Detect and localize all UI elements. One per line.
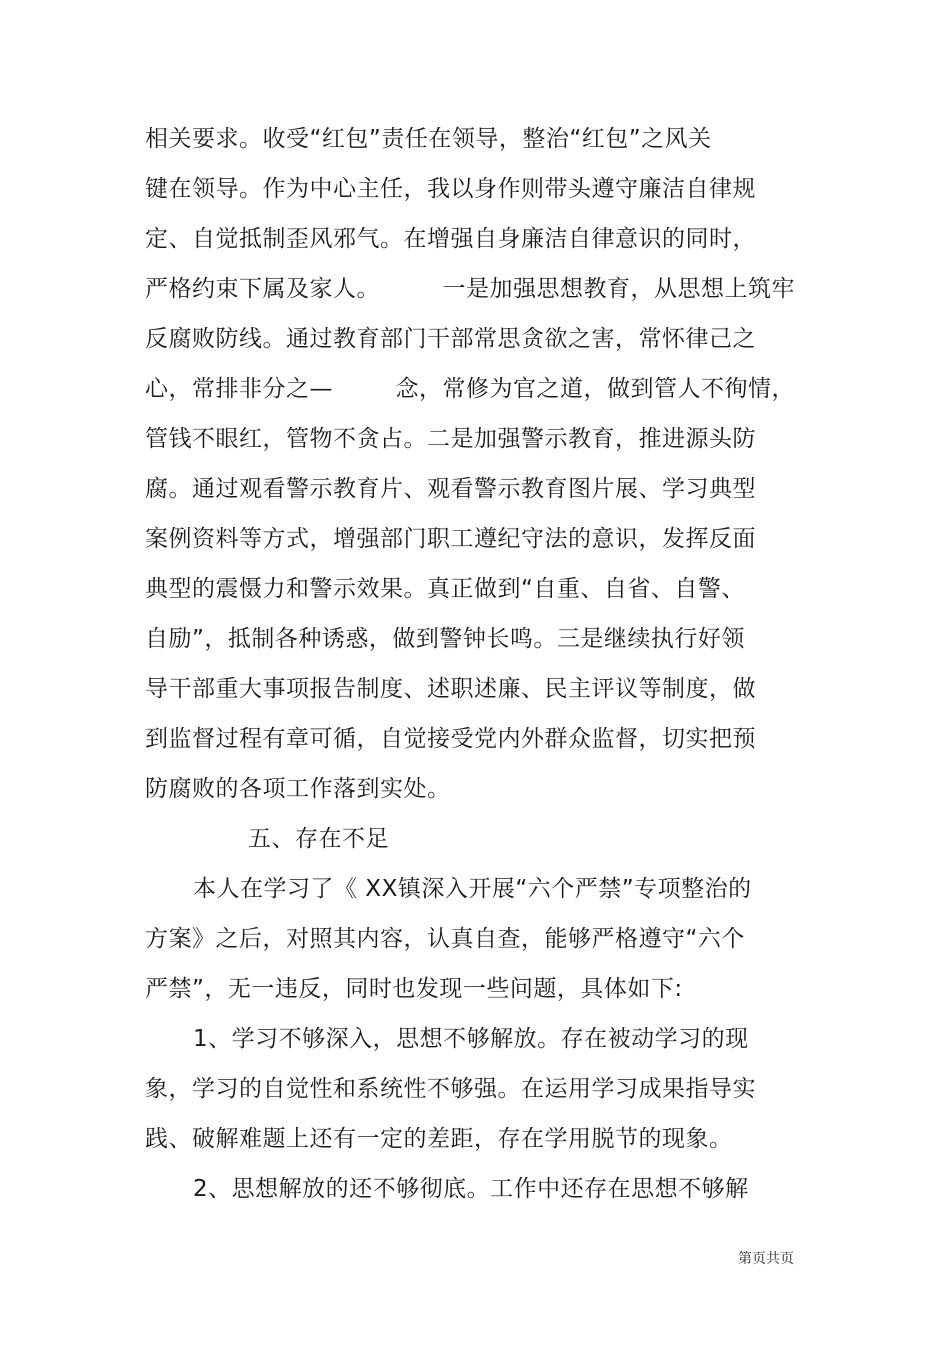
text-line: 严禁”，无一违反，同时也发现一些问题，具体如下: — [145, 976, 683, 1002]
text-line: 严格约束下属及家人。 一是加强思想教育，从思想上筑牢 — [145, 276, 795, 302]
text-line: 导干部重大事项报告制度、述职述廉、民主评议等制度，做 — [145, 676, 756, 702]
list-item: 1、学习不够深入，思想不够解放。存在被动学习的现 — [193, 1026, 749, 1052]
text-line: 反腐败防线。通过教育部门干部常思贪欲之害，常怀律己之 — [145, 326, 756, 352]
text-line: 腐。通过观看警示教育片、观看警示教育图片展、学习典型 — [145, 476, 756, 502]
page-footer: 第页共页 — [738, 1251, 794, 1267]
section-heading: 五、存在不足 — [248, 826, 389, 852]
text-line: 自励”，抵制各种诱惑，做到警钟长鸣。三是继续执行好领 — [145, 626, 745, 652]
text-line: 象，学习的自觉性和系统性不够强。在运用学习成果指导实 — [145, 1076, 756, 1102]
text-line: 践、破解难题上还有一定的差距，存在学用脱节的现象。 — [145, 1126, 733, 1152]
text-line: 方案》之后，对照其内容，认真自查，能够严格遵守“六个 — [145, 926, 745, 952]
text-line: 到监督过程有章可循，自觉接受党内外群众监督，切实把预 — [145, 726, 756, 752]
text-line: 键在领导。作为中心主任，我以身作则带头遵守廉洁自律规 — [145, 176, 756, 202]
text-line: 防腐败的各项工作落到实处。 — [145, 776, 451, 802]
text-line: 相关要求。收受“红包”责任在领导，整治“红包”之风关 — [145, 126, 712, 152]
text-line: 案例资料等方式，增强部门职工遵纪守法的意识，发挥反面 — [145, 526, 756, 552]
text-line: 定、自觉抵制歪风邪气。在增强自身廉洁自律意识的同时， — [145, 226, 756, 252]
text-line: 管钱不眼红，管物不贪占。二是加强警示教育，推进源头防 — [145, 426, 756, 452]
text-line: 典型的震慑力和警示效果。真正做到“自重、自省、自警、 — [145, 576, 745, 602]
list-item: 2、思想解放的还不够彻底。工作中还存在思想不够解 — [193, 1176, 749, 1202]
text-line: 心，常排非分之— 念，常修为官之道，做到管人不徇情， — [145, 376, 795, 402]
text-line: 本人在学习了《 XX镇深入开展“六个严禁”专项整治的 — [193, 876, 752, 902]
